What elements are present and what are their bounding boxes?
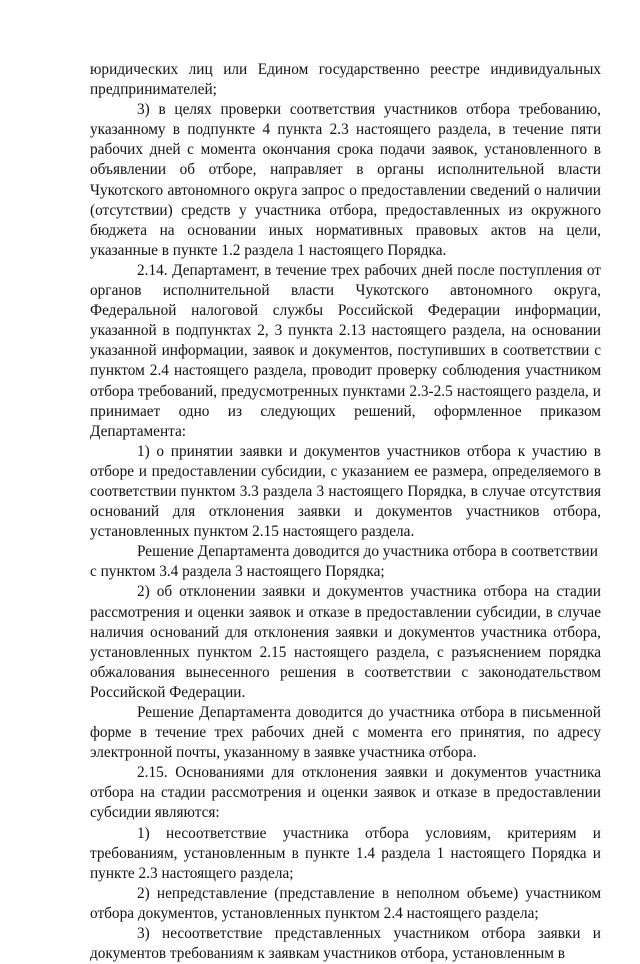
paragraph-decision-1: 1) о принятии заявки и документов участников отбора к участию в отборе и предоставлении субсидии, с указанием ее размера, определяемого в соответствии пунктом 3.3 раздела 3 настоящего Порядка, в случае отсутствия оснований для отклонения заявки и документов участников отбора, установленных пунктом 2.15 настоящего раздела. <box>90 442 601 541</box>
paragraph-decision-2-notice: Решение Департамента доводится до участника отбора в письменной форме в течение трех рабочих дней с момента его принятия, по адресу электронной почты, указанному в заявке участника отбора. <box>90 704 601 762</box>
document-page <box>90 60 601 964</box>
paragraph-decision-1-notice: Решение Департамента доводится до участника отбора в соответствии с пунктом 3.4 раздела 3 настоящего Порядка; <box>90 543 598 581</box>
paragraph-decision-2: 2) об отклонении заявки и документов участника отбора на стадии рассмотрения и оценки заявок и отказе в предоставлении субсидии, в случае наличия оснований для отклонения заявки и документов участника отбора, установленных пунктом 2.15 настоящего раздела, с разъяснением порядка обжалования вынесенного решения в соответствии с законодательством Российской Федерации. <box>90 583 601 701</box>
paragraph-clause-2-14: 2.14. Департамент, в течение трех рабочих дней после поступления от органов исполнительной власти Чукотского автономного округа, Федеральной налоговой службы Российской Федерации информации, указанной в подпунктах 2, 3 пункта 2.13 настоящего раздела, на основании указанной информации, заявок и документов, поступивших в соответствии с пунктом 2.4 настоящего раздела, проводит проверку соблюдения участником отбора требований, предусмотренных пунктами 2.3-2.5 настоящего раздела, и принимает одно из следующих решений, оформленное приказом Департамента: <box>90 261 601 440</box>
paragraph-item-3: 3) в целях проверки соответствия участников отбора требованию, указанному в подпункте 4 пункта 2.3 настоящего раздела, в течение пяти рабочих дней с момента окончания срока подачи заявок, установленного в объявлении об отборе, направляет в органы исполнительной власти Чукотского автономного округа запрос о предоставлении сведений о наличии (отсутствии) средств у участника отбора, предоставленных из окружного бюджета на основании иных нормативных правовых актов на цели, указанные в пункте 1.2 раздела 1 настоящего Порядка. <box>90 101 601 259</box>
paragraph-ground-1: 1) несоответствие участника отбора условиям, критериям и требованиям, установленным в пункте 1.4 раздела 1 настоящего Порядка и пункте 2.3 настоящего раздела; <box>90 824 601 882</box>
paragraph-continuation: юридических лиц или Едином государственно реестре индивидуальных предпринимателей; <box>90 61 601 99</box>
paragraph-clause-2-15: 2.15. Основаниями для отклонения заявки и документов участника отбора на стадии рассмотрения и оценки заявок и отказе в предоставлении субсидии являются: <box>90 764 601 822</box>
paragraph-ground-3: 3) несоответствие представленных участником отбора заявки и документов требованиям к заявкам участников отбора, установленным в <box>90 925 601 963</box>
paragraph-ground-2: 2) непредставление (представление в неполном объеме) участником отбора документов, установленных пунктом 2.4 настоящего раздела; <box>90 884 601 922</box>
